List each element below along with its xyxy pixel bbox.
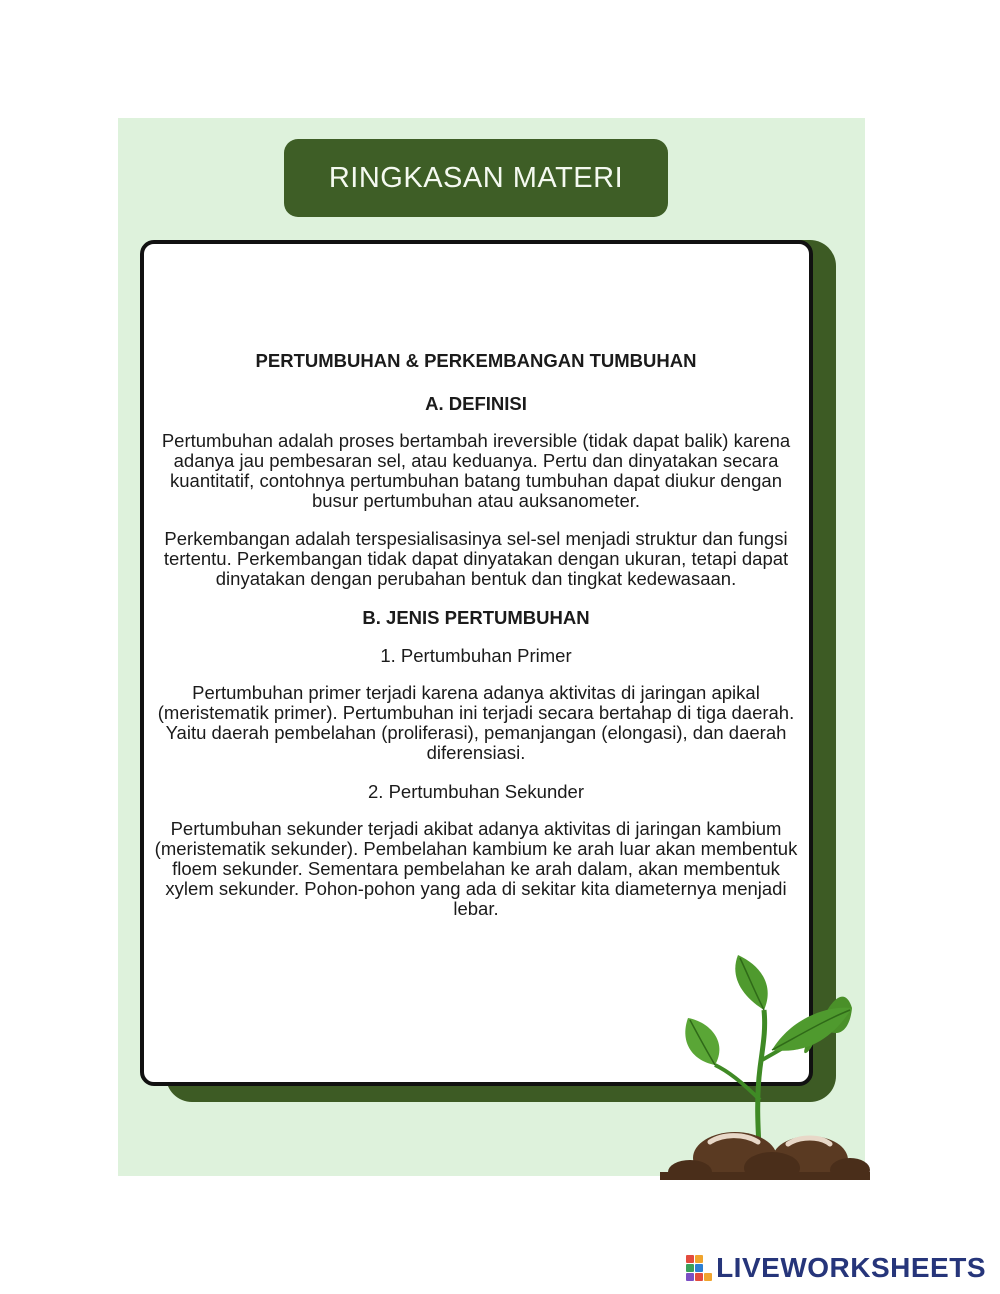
main-title: PERTUMBUHAN & PERKEMBANGAN TUMBUHAN (255, 350, 697, 371)
liveworksheets-logo-icon (686, 1255, 712, 1281)
summary-title-banner (284, 139, 668, 217)
liveworksheets-logo[interactable] (686, 1252, 986, 1284)
definition-development-paragraph: Perkembangan adalah terspesialisasinya sel-sel menjadi struktur dan fungsi tertentu. Perkembangan tidak dapat dinyatakan dengan ukuran, tetapi dapat dinyatakan dengan perubahan bentuk dan tingkat kedewasaan. (163, 528, 789, 589)
secondary-growth-subheading: 2. Pertumbuhan Sekunder (368, 781, 584, 802)
primary-growth-paragraph: Pertumbuhan primer terjadi karena adanya aktivitas di jaringan apikal (meristematik primer). Pertumbuhan ini terjadi secara bertahap di tiga daerah. Yaitu daerah pembelahan (proliferasi), pemanjangan (elongasi), dan daerah diferensiasi. (157, 682, 795, 763)
summary-title: RINGKASAN MATERI (328, 161, 624, 194)
section-b-heading: B. JENIS PERTUMBUHAN (362, 607, 590, 628)
definition-growth-paragraph: Pertumbuhan adalah proses bertambah ireversible (tidak dapat balik) karena adanya jau pembesaran sel, atau keduanya. Pertu dan dinyatakan secara kuantitatif, contohnya pertumbuhan batang tumbuhan dapat diukur dengan busur pertumbuhan atau auksanometer. (161, 430, 791, 511)
primary-growth-subheading: 1. Pertumbuhan Primer (380, 645, 572, 666)
content-text (150, 350, 802, 937)
liveworksheets-logo-text: LIVEWORKSHEETS (716, 1252, 986, 1283)
section-a-heading: A. DEFINISI (425, 393, 527, 414)
sprout-illustration (660, 950, 870, 1180)
secondary-growth-paragraph: Pertumbuhan sekunder terjadi akibat adanya aktivitas di jaringan kambium (meristematik sekunder). Pembelahan kambium ke arah luar akan membentuk floem sekunder. Sementara pembelahan ke arah dalam, akan membentuk xylem sekunder. Pohon-pohon yang ada di sekitar kita diameternya menjadi lebar. (154, 818, 798, 919)
